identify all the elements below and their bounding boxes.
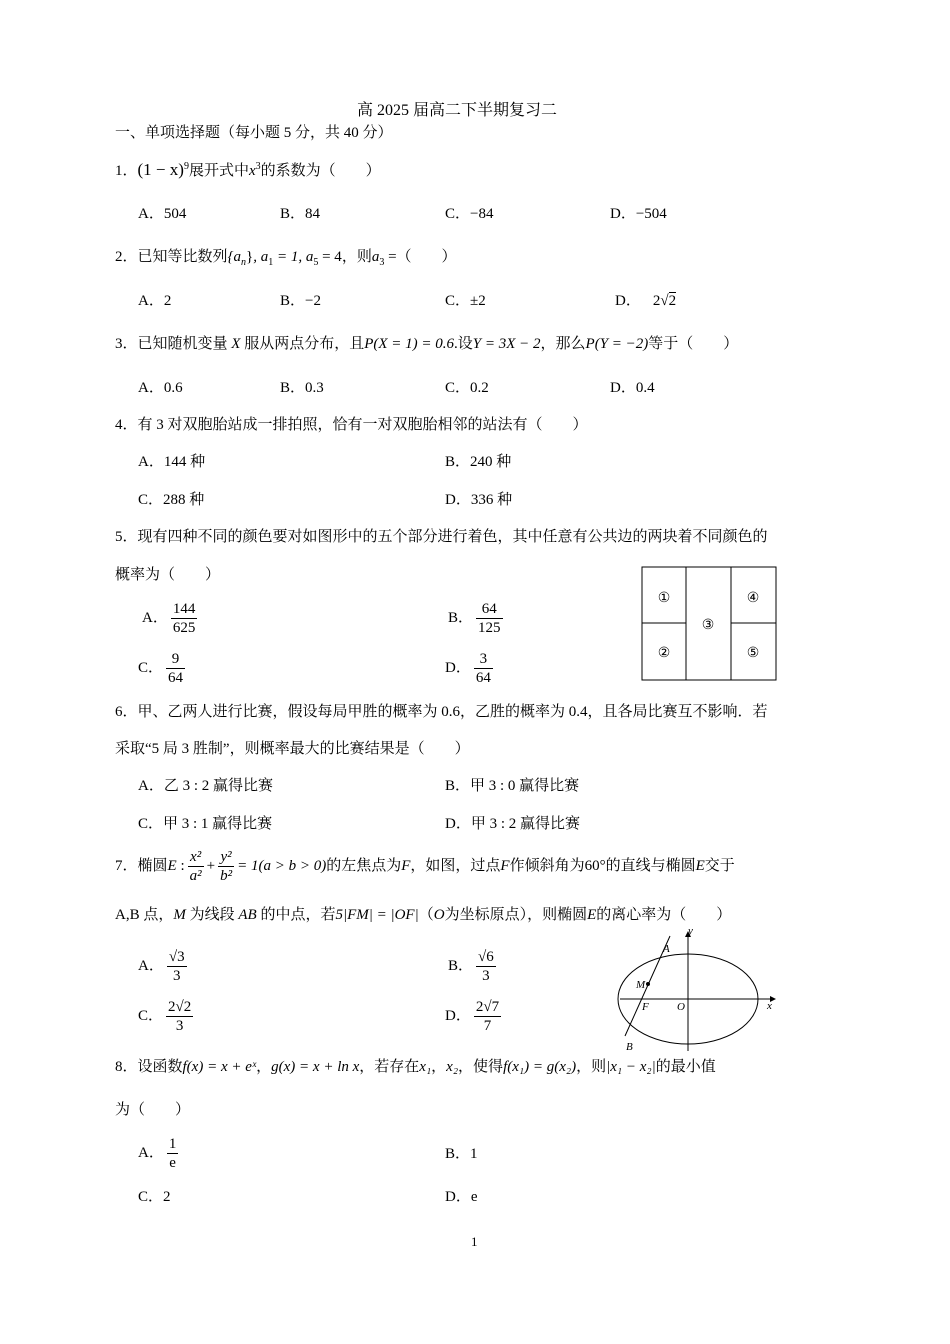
- question-5-line2: 概率为（ ）: [115, 567, 221, 583]
- q7-option-c[interactable]: C． $\frac{2√2}{3}$: [138, 999, 192, 1034]
- region-1: ①: [657, 591, 671, 606]
- midpoint-m: [646, 982, 650, 986]
- q8-option-c[interactable]: C．2: [138, 1189, 171, 1205]
- q5-option-d[interactable]: D． $\frac{3}{64}$: [445, 651, 491, 686]
- q8-option-d[interactable]: D．e: [445, 1189, 478, 1205]
- q1-option-b[interactable]: B．84: [280, 206, 321, 222]
- q6-option-d[interactable]: D．甲 3 : 2 赢得比赛: [445, 816, 581, 832]
- q2-option-b[interactable]: B．−2: [280, 293, 321, 309]
- q1-option-c[interactable]: C．−84: [445, 206, 494, 222]
- q5-option-c[interactable]: C． $\frac{9}{64}$: [138, 651, 184, 686]
- q7-option-b[interactable]: B． $\frac{√6}{3}$: [448, 949, 494, 984]
- q4-option-c[interactable]: C．288 种: [138, 492, 205, 508]
- region-3: ③: [701, 618, 715, 633]
- q3-option-b[interactable]: B．0.3: [280, 380, 324, 396]
- label-m: M: [636, 979, 646, 991]
- label-b: B: [626, 1041, 633, 1053]
- q5-option-b[interactable]: B． $\frac{64}{125}$: [448, 601, 501, 636]
- q3-option-c[interactable]: C．0.2: [445, 380, 489, 396]
- q2-option-d[interactable]: D． 2√2: [615, 293, 677, 309]
- label-o: O: [677, 1001, 685, 1013]
- q6-option-c[interactable]: C．甲 3 : 1 赢得比赛: [138, 816, 273, 832]
- ellipse-diagram: [615, 926, 780, 1056]
- label-y: y: [688, 926, 693, 937]
- q7-option-d[interactable]: D． $\frac{2√7}{7}$: [445, 999, 500, 1034]
- label-x: x: [767, 1000, 772, 1012]
- page-title: 高 2025 届高二下半期复习二: [357, 102, 558, 119]
- question-2: 2．已知等比数列$\{a_n\}$, $a_1 = 1$, $a_5 = 4$，则$a_3$ =（ ）: [115, 249, 457, 268]
- q8-option-b[interactable]: B．1: [445, 1146, 478, 1162]
- coloring-diagram: [640, 565, 780, 682]
- region-5: ⑤: [746, 646, 760, 661]
- q5-option-a[interactable]: A． $\frac{144}{625}$: [142, 601, 196, 636]
- label-a: A: [663, 943, 670, 955]
- label-f: F: [642, 1001, 649, 1013]
- section-heading: 一、单项选择题（每小题 5 分，共 40 分）: [115, 125, 393, 141]
- q1-option-a[interactable]: A．504: [138, 206, 187, 222]
- question-5-line1: 5．现有四种不同的颜色要对如图形中的五个部分进行着色，其中任意有公共边的两块着不同颜色的: [115, 529, 768, 545]
- q1-option-d[interactable]: D．−504: [610, 206, 667, 222]
- question-3: 3．已知随机变量 X 服从两点分布，且P(X = 1) = 0.6.设Y = 3X − 2，那么P(Y = −2)等于（ ）: [115, 336, 739, 352]
- q6-option-b[interactable]: B．甲 3 : 0 赢得比赛: [445, 778, 580, 794]
- q8-option-a[interactable]: A． $\frac{1}{e}$: [138, 1136, 177, 1171]
- question-7-line1: 7．椭圆E : $\frac{\text{x²}}{\text{a²}}$ + $\frac{\text{y²}}{\text{b²}}$ = 1(a > b > 0)的左焦点为F，如图，过点F作倾斜角为60°的直线与椭圆E交于: [115, 849, 735, 884]
- q4-option-d[interactable]: D．336 种: [445, 492, 513, 508]
- q4-option-a[interactable]: A．144 种: [138, 454, 206, 470]
- q4-option-b[interactable]: B．240 种: [445, 454, 512, 470]
- question-6-line1: 6．甲、乙两人进行比赛，假设每局甲胜的概率为 0.6，乙胜的概率为 0.4，且各局比赛互不影响．若: [115, 704, 768, 720]
- question-1: 1．$(1 - x)^9$展开式中$x^3$的系数为（ ）: [115, 160, 381, 179]
- q6-option-a[interactable]: A．乙 3 : 2 赢得比赛: [138, 778, 274, 794]
- question-8-line2: 为（ ）: [115, 1102, 191, 1118]
- question-4: 4．有 3 对双胞胎站成一排拍照，恰有一对双胞胎相邻的站法有（ ）: [115, 417, 588, 433]
- question-8-line1: 8．设函数f(x) = x + eˣ，g(x) = x + ln x，若存在x₁，x₂，使得f(x₁) = g(x₂)，则|x₁ − x₂|的最小值: [115, 1059, 716, 1075]
- q3-option-d[interactable]: D．0.4: [610, 380, 655, 396]
- q2-option-a[interactable]: A．2: [138, 293, 172, 309]
- region-2: ②: [657, 646, 671, 661]
- question-7-line2: A,B 点，M 为线段 AB 的中点，若5|FM| = |OF|（O为坐标原点），则椭圆E的离心率为（ ）: [115, 907, 732, 923]
- region-4: ④: [746, 591, 760, 606]
- q7-option-a[interactable]: A． $\frac{√3}{3}$: [138, 949, 185, 984]
- page-number: 1: [471, 1234, 478, 1249]
- q3-option-a[interactable]: A．0.6: [138, 380, 183, 396]
- q2-option-c[interactable]: C．±2: [445, 293, 486, 309]
- question-6-line2: 采取“5 局 3 胜制”，则概率最大的比赛结果是（ ）: [115, 741, 470, 757]
